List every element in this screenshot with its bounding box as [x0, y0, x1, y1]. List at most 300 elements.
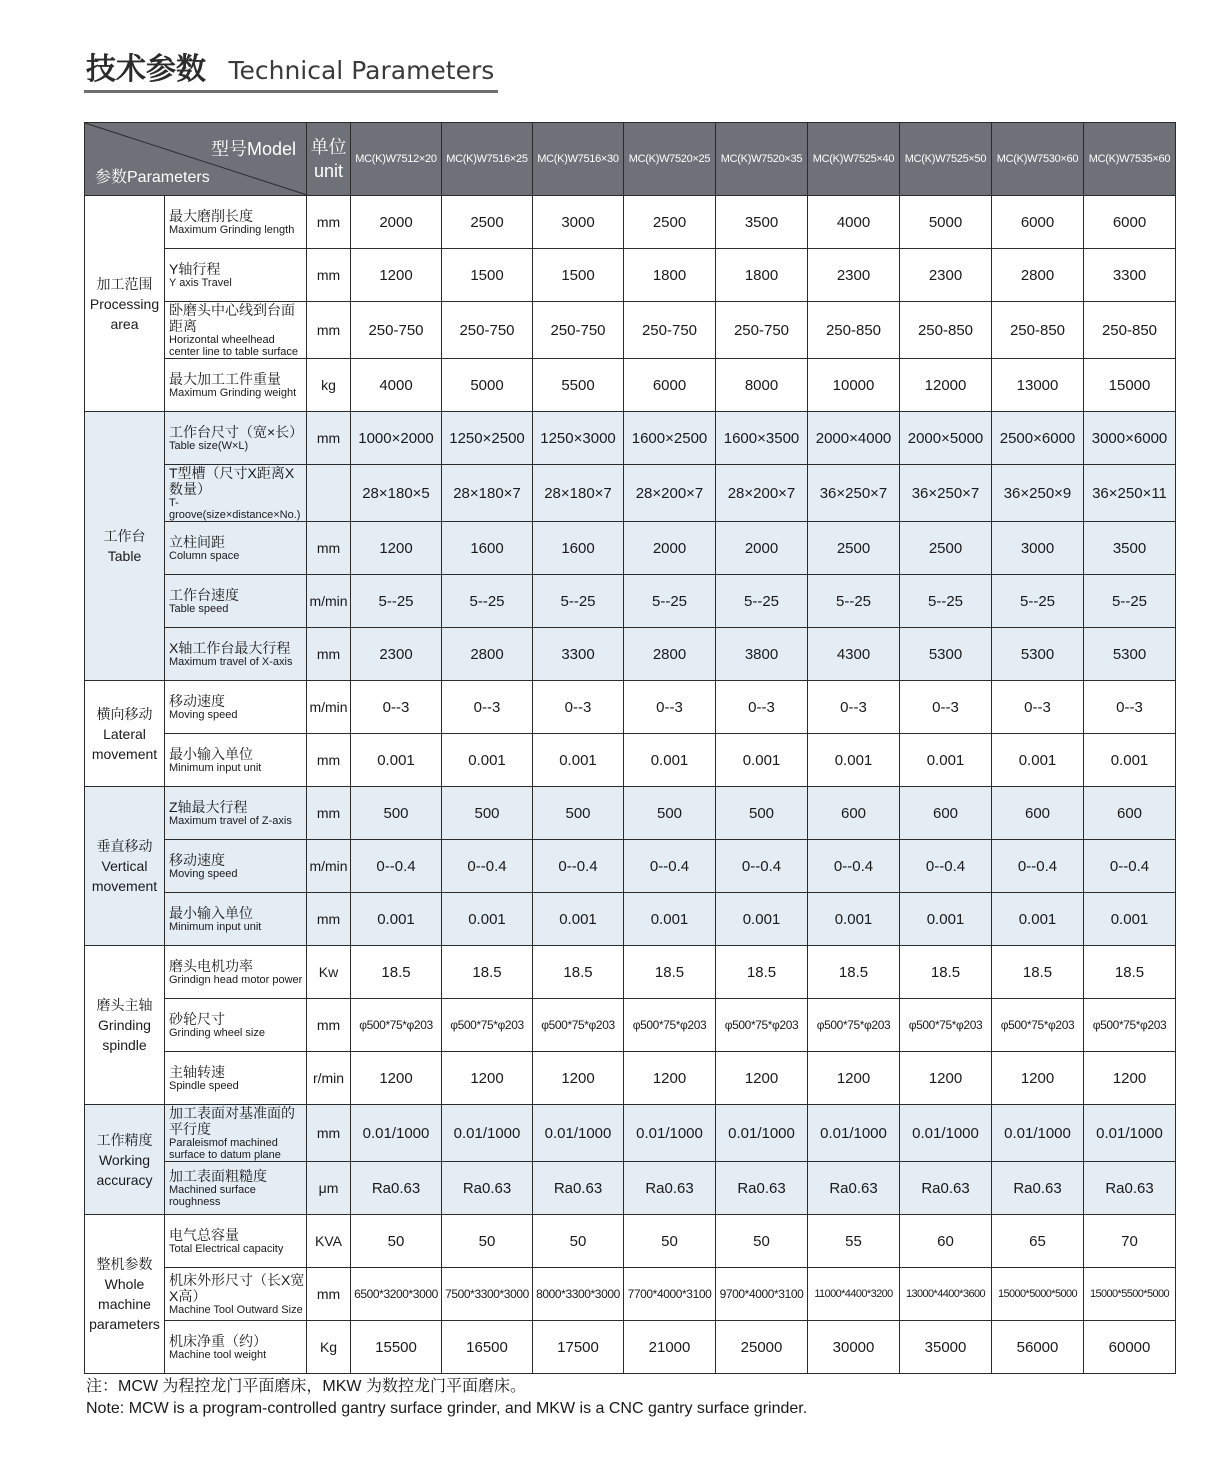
- value-cell: 0--3: [624, 681, 716, 734]
- value-cell: 5--25: [900, 575, 992, 628]
- value-cell: 1250×2500: [442, 412, 533, 465]
- value-cell: φ500*75*φ203: [900, 999, 992, 1052]
- value-cell: 0--0.4: [624, 840, 716, 893]
- value-cell: 50: [442, 1215, 533, 1268]
- category-label-en2: spindle: [102, 1037, 147, 1053]
- value-cell: 18.5: [533, 946, 624, 999]
- model-header: MC(K)W7516×30: [533, 123, 624, 196]
- parameter-name-cell: [165, 1052, 307, 1105]
- value-cell: 30000: [808, 1321, 900, 1374]
- category-label-cn: 加工范围: [96, 275, 153, 292]
- value-cell: 600: [992, 787, 1084, 840]
- value-cell: 250-850: [1084, 302, 1176, 359]
- parameter-name-cell: [165, 787, 307, 840]
- value-cell: 0.001: [624, 893, 716, 946]
- table-row: [85, 196, 1176, 249]
- value-cell: 1200: [351, 1052, 442, 1105]
- value-cell: 500: [624, 787, 716, 840]
- table-row: [85, 946, 1176, 999]
- category-label-en1: Processing: [89, 295, 160, 312]
- value-cell: 0.001: [992, 734, 1084, 787]
- value-cell: 7500*3300*3000: [442, 1268, 533, 1321]
- table-row: [85, 412, 1176, 465]
- value-cell: 250-750: [351, 302, 442, 359]
- value-cell: 36×250×7: [808, 465, 900, 522]
- value-cell: 36×250×9: [992, 465, 1084, 522]
- value-cell: 28×180×7: [533, 465, 624, 522]
- value-cell: 70: [1084, 1215, 1176, 1268]
- value-cell: 1600×2500: [624, 412, 716, 465]
- value-cell: 5300: [1084, 628, 1176, 681]
- value-cell: 6000: [624, 359, 716, 412]
- value-cell: 1200: [716, 1052, 808, 1105]
- unit-cell: Kw: [307, 946, 351, 999]
- value-cell: 0--3: [808, 681, 900, 734]
- table-row: [85, 734, 1176, 787]
- value-cell: 5--25: [442, 575, 533, 628]
- value-cell: 28×180×7: [442, 465, 533, 522]
- parameter-name-cn: 最大磨削长度: [169, 208, 253, 224]
- value-cell: 2500: [442, 196, 533, 249]
- parameter-name-cn: 机床外形尺寸（长X宽X高）: [169, 1272, 305, 1304]
- parameter-name-cn: 工作台速度: [169, 587, 239, 603]
- footnote: [86, 1376, 807, 1420]
- parameter-name-cn: 主轴转速: [169, 1064, 225, 1080]
- value-cell: 3000×6000: [1084, 412, 1176, 465]
- parameter-name-en: Y axis Travel: [169, 277, 232, 289]
- value-cell: 0.01/1000: [624, 1105, 716, 1162]
- value-cell: φ500*75*φ203: [624, 999, 716, 1052]
- category-cell: [85, 946, 165, 1105]
- value-cell: 8000: [716, 359, 808, 412]
- value-cell: 0--0.4: [442, 840, 533, 893]
- unit-cell: r/min: [307, 1052, 351, 1105]
- category-cell: [85, 196, 165, 412]
- table-row: [85, 1162, 1176, 1215]
- unit-cell: mm: [307, 1105, 351, 1162]
- table-row: [85, 249, 1176, 302]
- value-cell: 50: [716, 1215, 808, 1268]
- parameter-name-cell: [165, 1215, 307, 1268]
- unit-cell: mm: [307, 999, 351, 1052]
- parameter-name-cn: 加工表面粗糙度: [169, 1168, 267, 1184]
- value-cell: 17500: [533, 1321, 624, 1374]
- model-header: MC(K)W7516×25: [442, 123, 533, 196]
- value-cell: 5000: [900, 196, 992, 249]
- value-cell: φ500*75*φ203: [808, 999, 900, 1052]
- value-cell: 18.5: [808, 946, 900, 999]
- parameter-name-en: Machine Tool Outward Size: [169, 1304, 303, 1316]
- table-row: [85, 359, 1176, 412]
- parameter-name-cn: 移动速度: [169, 693, 225, 709]
- title-underline: [84, 90, 498, 93]
- value-cell: 600: [900, 787, 992, 840]
- value-cell: 0--3: [351, 681, 442, 734]
- parameter-name-en: Column space: [169, 550, 240, 562]
- parameter-name-en: Maximum Grinding length: [169, 224, 295, 236]
- value-cell: 0--0.4: [900, 840, 992, 893]
- parameter-name-cn: 加工表面对基准面的平行度: [169, 1105, 295, 1137]
- value-cell: 0--3: [716, 681, 808, 734]
- value-cell: φ500*75*φ203: [1084, 999, 1176, 1052]
- parameter-name-cell: [165, 1162, 307, 1215]
- value-cell: 2800: [442, 628, 533, 681]
- category-label-en1: Table: [107, 548, 142, 564]
- value-cell: 0--0.4: [533, 840, 624, 893]
- category-cell: [85, 412, 165, 681]
- value-cell: 1600×3500: [716, 412, 808, 465]
- value-cell: 250-850: [808, 302, 900, 359]
- value-cell: 18.5: [442, 946, 533, 999]
- parameter-name-cell: [165, 359, 307, 412]
- value-cell: 5300: [900, 628, 992, 681]
- value-cell: 1200: [351, 249, 442, 302]
- value-cell: φ500*75*φ203: [992, 999, 1084, 1052]
- category-label-cn: 磨头主轴: [96, 997, 153, 1013]
- footnote-chinese: 注：MCW 为程控龙门平面磨床，MKW 为数控龙门平面磨床。: [86, 1378, 526, 1395]
- unit-cell: mm: [307, 734, 351, 787]
- model-header: MC(K)W7525×50: [900, 123, 992, 196]
- parameter-name-cell: [165, 999, 307, 1052]
- value-cell: 6000: [1084, 196, 1176, 249]
- value-cell: 0.01/1000: [442, 1105, 533, 1162]
- value-cell: 12000: [900, 359, 992, 412]
- parameter-name-en: Horizontal wheelhead center line to table surface: [169, 334, 299, 358]
- value-cell: Ra0.63: [808, 1162, 900, 1215]
- value-cell: 5--25: [992, 575, 1084, 628]
- value-cell: Ra0.63: [624, 1162, 716, 1215]
- parameters-header-label: 参数Parameters: [95, 169, 210, 186]
- model-header: MC(K)W7520×35: [716, 123, 808, 196]
- value-cell: 0.01/1000: [1084, 1105, 1176, 1162]
- parameter-name-cell: [165, 412, 307, 465]
- parameter-name-cn: Y轴行程: [169, 261, 221, 277]
- value-cell: 6500*3200*3000: [351, 1268, 442, 1321]
- value-cell: 7700*4000*3100: [624, 1268, 716, 1321]
- value-cell: 4300: [808, 628, 900, 681]
- parameter-name-cn: X轴工作台最大行程: [169, 640, 291, 656]
- value-cell: 0--0.4: [808, 840, 900, 893]
- unit-cell: m/min: [307, 681, 351, 734]
- value-cell: 500: [533, 787, 624, 840]
- category-cell: [85, 787, 165, 946]
- parameter-name-en: Maximum Grinding weight: [169, 387, 297, 399]
- value-cell: 21000: [624, 1321, 716, 1374]
- value-cell: 2800: [624, 628, 716, 681]
- value-cell: Ra0.63: [900, 1162, 992, 1215]
- model-header: MC(K)W7512×20: [351, 123, 442, 196]
- parameter-name-en: Grindign head motor power: [169, 974, 303, 986]
- parameter-name-cn: 机床净重（约）: [169, 1333, 267, 1349]
- value-cell: 1200: [1084, 1052, 1176, 1105]
- page-title: [86, 44, 494, 88]
- value-cell: 0.01/1000: [900, 1105, 992, 1162]
- category-cell: [85, 1105, 165, 1215]
- value-cell: 50: [533, 1215, 624, 1268]
- parameter-name-cn: 砂轮尺寸: [169, 1011, 225, 1027]
- parameter-name-en: Maximum travel of X-axis: [169, 656, 293, 668]
- value-cell: 1600: [533, 522, 624, 575]
- parameter-name-en: Machined surface roughness: [169, 1184, 256, 1208]
- model-header: MC(K)W7530×60: [992, 123, 1084, 196]
- table-row: [85, 575, 1176, 628]
- table-row: [85, 302, 1176, 359]
- value-cell: 18.5: [900, 946, 992, 999]
- value-cell: 4000: [351, 359, 442, 412]
- value-cell: 0.01/1000: [351, 1105, 442, 1162]
- value-cell: 0.01/1000: [808, 1105, 900, 1162]
- value-cell: 13000: [992, 359, 1084, 412]
- value-cell: 18.5: [1084, 946, 1176, 999]
- value-cell: 5--25: [808, 575, 900, 628]
- unit-cell: mm: [307, 302, 351, 359]
- value-cell: 0.001: [808, 893, 900, 946]
- value-cell: 600: [1084, 787, 1176, 840]
- category-label-en1: Lateral: [103, 725, 146, 742]
- value-cell: 6000: [992, 196, 1084, 249]
- parameter-name-cell: [165, 1321, 307, 1374]
- value-cell: 2800: [992, 249, 1084, 302]
- value-cell: 3300: [1084, 249, 1176, 302]
- parameter-name-cn: 磨头电机功率: [169, 958, 253, 974]
- parameter-name-cell: [165, 465, 307, 522]
- value-cell: 18.5: [716, 946, 808, 999]
- footnote-english: Note: MCW is a program-controlled gantry surface grinder, and MKW is a CNC gantry surface grinder.: [86, 1400, 808, 1417]
- category-cell: [85, 1215, 165, 1374]
- value-cell: 0.001: [442, 893, 533, 946]
- value-cell: 50: [624, 1215, 716, 1268]
- value-cell: 0.001: [351, 893, 442, 946]
- value-cell: 2500: [624, 196, 716, 249]
- table-row: [85, 1105, 1176, 1162]
- value-cell: 500: [442, 787, 533, 840]
- value-cell: 1600: [442, 522, 533, 575]
- parameter-name-cn: 最大加工工件重量: [169, 371, 281, 387]
- value-cell: 8000*3300*3000: [533, 1268, 624, 1321]
- value-cell: 0.001: [808, 734, 900, 787]
- value-cell: 15500: [351, 1321, 442, 1374]
- unit-cell: mm: [307, 787, 351, 840]
- value-cell: 3300: [533, 628, 624, 681]
- title-chinese: 技术参数: [86, 52, 206, 87]
- value-cell: 3000: [533, 196, 624, 249]
- parameter-name-cn: 最小输入单位: [169, 905, 253, 921]
- value-cell: φ500*75*φ203: [533, 999, 624, 1052]
- category-label-cn: 垂直移动: [96, 838, 153, 854]
- parameter-name-en: Machine tool weight: [169, 1349, 267, 1361]
- category-label-en1: Whole machine: [98, 1276, 151, 1312]
- parameter-name-cell: [165, 681, 307, 734]
- unit-header-cn: 单位: [310, 137, 347, 157]
- value-cell: 0--3: [533, 681, 624, 734]
- value-cell: 9700*4000*3100: [716, 1268, 808, 1321]
- value-cell: 35000: [900, 1321, 992, 1374]
- value-cell: 0.001: [716, 893, 808, 946]
- technical-parameters-table: [84, 122, 1176, 1374]
- value-cell: 0--0.4: [992, 840, 1084, 893]
- category-label-cn: 工作台: [103, 528, 146, 544]
- value-cell: 2500: [900, 522, 992, 575]
- table-header-row: [85, 123, 1176, 196]
- parameter-name-cell: [165, 302, 307, 359]
- unit-cell: mm: [307, 893, 351, 946]
- value-cell: Ra0.63: [992, 1162, 1084, 1215]
- category-label-en2: area: [110, 315, 139, 332]
- value-cell: 500: [351, 787, 442, 840]
- value-cell: 60000: [1084, 1321, 1176, 1374]
- value-cell: 2500×6000: [992, 412, 1084, 465]
- unit-cell: μm: [307, 1162, 351, 1215]
- value-cell: 250-750: [442, 302, 533, 359]
- value-cell: 500: [716, 787, 808, 840]
- value-cell: 3800: [716, 628, 808, 681]
- category-label-en2: parameters: [89, 1316, 160, 1332]
- value-cell: 2300: [808, 249, 900, 302]
- value-cell: 18.5: [351, 946, 442, 999]
- value-cell: 36×250×11: [1084, 465, 1176, 522]
- parameter-name-en: Table size(W×L): [169, 440, 249, 452]
- value-cell: 1200: [808, 1052, 900, 1105]
- value-cell: 0.001: [533, 893, 624, 946]
- value-cell: 2300: [351, 628, 442, 681]
- value-cell: 60: [900, 1215, 992, 1268]
- value-cell: 1500: [442, 249, 533, 302]
- unit-cell: mm: [307, 412, 351, 465]
- value-cell: 0--3: [992, 681, 1084, 734]
- parameter-name-cell: [165, 1105, 307, 1162]
- category-label-cn: 整机参数: [96, 1256, 153, 1272]
- value-cell: 0.001: [992, 893, 1084, 946]
- parameter-name-cell: [165, 1268, 307, 1321]
- value-cell: 1000×2000: [351, 412, 442, 465]
- value-cell: 250-850: [992, 302, 1084, 359]
- value-cell: 1200: [533, 1052, 624, 1105]
- table-row: [85, 522, 1176, 575]
- value-cell: 1200: [900, 1052, 992, 1105]
- value-cell: 65: [992, 1215, 1084, 1268]
- value-cell: φ500*75*φ203: [442, 999, 533, 1052]
- value-cell: 55: [808, 1215, 900, 1268]
- value-cell: φ500*75*φ203: [716, 999, 808, 1052]
- category-label-cn: 工作精度: [96, 1131, 153, 1148]
- value-cell: 5000: [442, 359, 533, 412]
- parameter-name-cell: [165, 893, 307, 946]
- value-cell: 0.001: [351, 734, 442, 787]
- value-cell: 3000: [992, 522, 1084, 575]
- value-cell: 15000*5500*5000: [1084, 1268, 1176, 1321]
- parameter-name-cell: [165, 249, 307, 302]
- value-cell: 250-750: [533, 302, 624, 359]
- unit-cell: m/min: [307, 840, 351, 893]
- parameter-name-en: Maximum travel of Z-axis: [169, 815, 292, 827]
- value-cell: 28×180×5: [351, 465, 442, 522]
- parameter-name-cell: [165, 946, 307, 999]
- value-cell: 56000: [992, 1321, 1084, 1374]
- parameter-name-cn: 最小输入单位: [169, 746, 253, 762]
- unit-cell: [307, 465, 351, 522]
- value-cell: 0.001: [900, 734, 992, 787]
- table-row: [85, 465, 1176, 522]
- value-cell: φ500*75*φ203: [351, 999, 442, 1052]
- value-cell: 2000×5000: [900, 412, 992, 465]
- value-cell: 2000: [624, 522, 716, 575]
- parameter-name-en: Moving speed: [169, 868, 238, 880]
- table-row: [85, 787, 1176, 840]
- value-cell: 2000: [716, 522, 808, 575]
- unit-cell: mm: [307, 522, 351, 575]
- unit-cell: KVA: [307, 1215, 351, 1268]
- category-label-cn: 横向移动: [96, 705, 153, 722]
- value-cell: 1800: [624, 249, 716, 302]
- value-cell: 50: [351, 1215, 442, 1268]
- value-cell: 13000*4400*3600: [900, 1268, 992, 1321]
- category-cell: [85, 681, 165, 787]
- value-cell: 0--3: [1084, 681, 1176, 734]
- unit-cell: mm: [307, 1268, 351, 1321]
- value-cell: 2300: [900, 249, 992, 302]
- parameter-name-cn: 卧磨头中心线到台面距离: [169, 302, 295, 334]
- value-cell: 5--25: [351, 575, 442, 628]
- parameter-name-en: Spindle speed: [169, 1080, 239, 1092]
- parameter-name-cell: [165, 734, 307, 787]
- value-cell: 28×200×7: [624, 465, 716, 522]
- category-label-en1: Grinding: [98, 1017, 151, 1033]
- value-cell: 1250×3000: [533, 412, 624, 465]
- parameter-name-cn: T型槽（尺寸X距离X数量）: [169, 465, 295, 497]
- unit-cell: m/min: [307, 575, 351, 628]
- parameter-name-cell: [165, 628, 307, 681]
- value-cell: 0--0.4: [1084, 840, 1176, 893]
- value-cell: 1200: [624, 1052, 716, 1105]
- table-row: [85, 681, 1176, 734]
- parameter-name-cell: [165, 840, 307, 893]
- value-cell: Ra0.63: [533, 1162, 624, 1215]
- value-cell: 250-750: [716, 302, 808, 359]
- parameter-name-en: Table speed: [169, 603, 229, 615]
- value-cell: 5--25: [1084, 575, 1176, 628]
- parameter-name-en: Paraleismof machined surface to datum plane: [169, 1137, 281, 1161]
- table-body: [85, 196, 1176, 1374]
- value-cell: 3500: [1084, 522, 1176, 575]
- table-row: [85, 1215, 1176, 1268]
- parameter-name-en: Grinding wheel size: [169, 1027, 265, 1039]
- value-cell: 18.5: [624, 946, 716, 999]
- category-label-en1: Working: [98, 1151, 151, 1168]
- parameter-name-cn: 工作台尺寸（宽×长）: [169, 424, 304, 440]
- model-header-label: 型号Model: [210, 139, 296, 159]
- value-cell: 600: [808, 787, 900, 840]
- unit-cell: Kg: [307, 1321, 351, 1374]
- value-cell: 5--25: [624, 575, 716, 628]
- value-cell: 0--3: [900, 681, 992, 734]
- value-cell: 10000: [808, 359, 900, 412]
- value-cell: 2500: [808, 522, 900, 575]
- value-cell: 25000: [716, 1321, 808, 1374]
- parameter-name-cell: [165, 522, 307, 575]
- table-row: [85, 999, 1176, 1052]
- header-diagonal-cell: [85, 123, 307, 196]
- value-cell: 11000*4400*3200: [808, 1268, 900, 1321]
- value-cell: 0.001: [716, 734, 808, 787]
- parameter-name-en: T-groove(size×distance×No.): [169, 497, 301, 521]
- unit-cell: kg: [307, 359, 351, 412]
- value-cell: 5--25: [716, 575, 808, 628]
- value-cell: 18.5: [992, 946, 1084, 999]
- parameter-name-cell: [165, 196, 307, 249]
- table-row: [85, 893, 1176, 946]
- value-cell: 0.01/1000: [992, 1105, 1084, 1162]
- parameter-name-en: Total Electrical capacity: [169, 1243, 284, 1255]
